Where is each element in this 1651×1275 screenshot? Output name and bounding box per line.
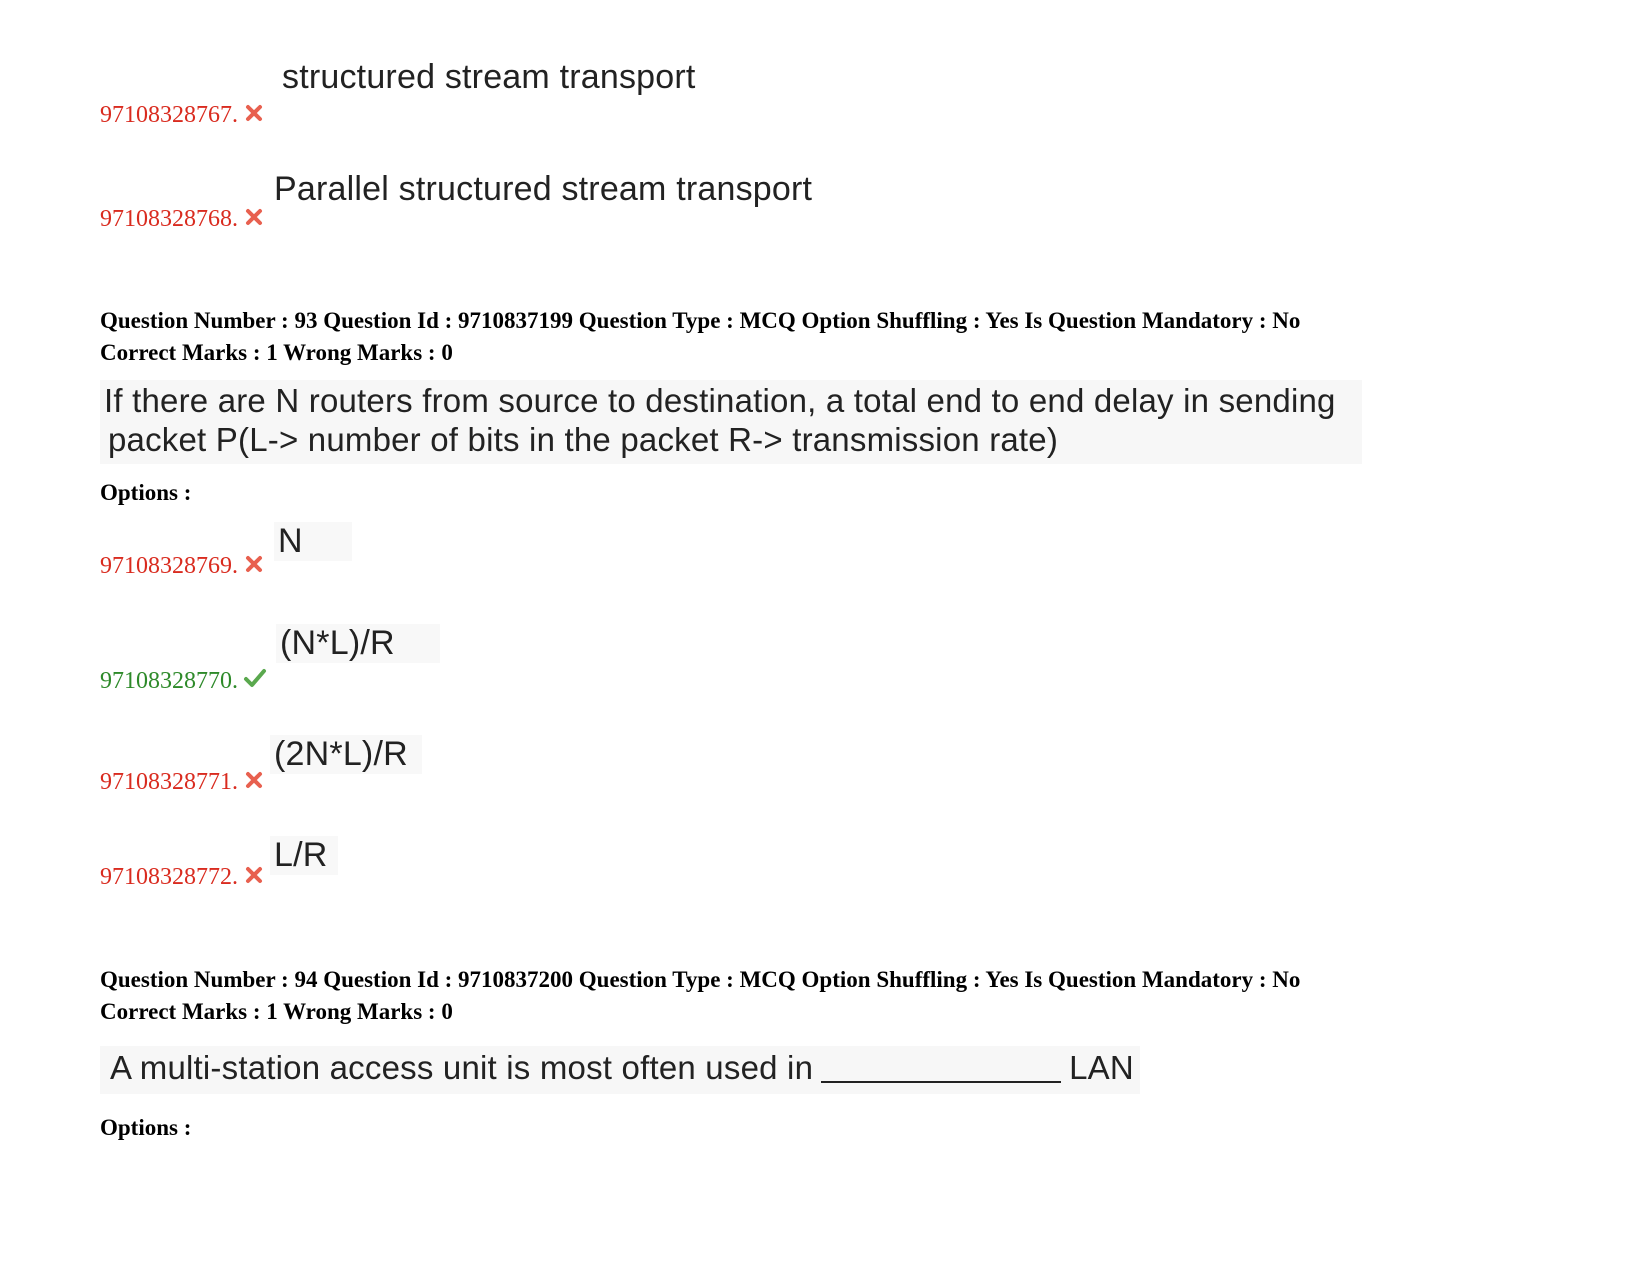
option-id: 97108328772. xyxy=(100,864,238,890)
fill-in-blank xyxy=(821,1081,1061,1083)
question-text-line: If there are N routers from source to destination, a total end to end delay in sending xyxy=(104,382,1336,419)
option-id: 97108328770. xyxy=(100,668,238,694)
question-image xyxy=(100,1046,1140,1094)
option-text: N xyxy=(274,522,352,561)
option-text: Parallel structured stream transport xyxy=(274,170,813,208)
option-id: 97108328771. xyxy=(100,769,238,795)
cross-icon xyxy=(244,770,264,790)
question-text-after: LAN xyxy=(1069,1049,1134,1086)
option-text: (N*L)/R xyxy=(276,624,440,663)
question-meta: Question Number : 94 Question Id : 9710837200 Question Type : MCQ Option Shuffling : Yes Is Question Mandatory : No xyxy=(100,967,1301,992)
options-label: Options : xyxy=(100,480,192,505)
option-id: 97108328767. xyxy=(100,102,238,128)
cross-icon xyxy=(244,554,264,574)
option-id: 97108328768. xyxy=(100,206,238,232)
question-meta: Question Number : 93 Question Id : 9710837199 Question Type : MCQ Option Shuffling : Yes Is Question Mandatory : No xyxy=(100,308,1301,333)
check-icon xyxy=(243,668,267,688)
option-text: structured stream transport xyxy=(282,58,696,96)
question-text-line: packet P(L-> number of bits in the packet R-> transmission rate) xyxy=(108,421,1059,458)
marks-meta: Correct Marks : 1 Wrong Marks : 0 xyxy=(100,999,453,1024)
option-text: L/R xyxy=(270,836,338,875)
cross-icon xyxy=(244,103,264,123)
marks-meta: Correct Marks : 1 Wrong Marks : 0 xyxy=(100,340,453,365)
cross-icon xyxy=(244,865,264,885)
option-text: (2N*L)/R xyxy=(270,735,422,774)
option-id: 97108328769. xyxy=(100,553,238,579)
question-image xyxy=(100,380,1362,464)
question-text-before: A multi-station access unit is most often used in xyxy=(110,1049,814,1086)
question-text-line xyxy=(110,1049,1134,1087)
options-label: Options : xyxy=(100,1115,192,1140)
cross-icon xyxy=(244,207,264,227)
